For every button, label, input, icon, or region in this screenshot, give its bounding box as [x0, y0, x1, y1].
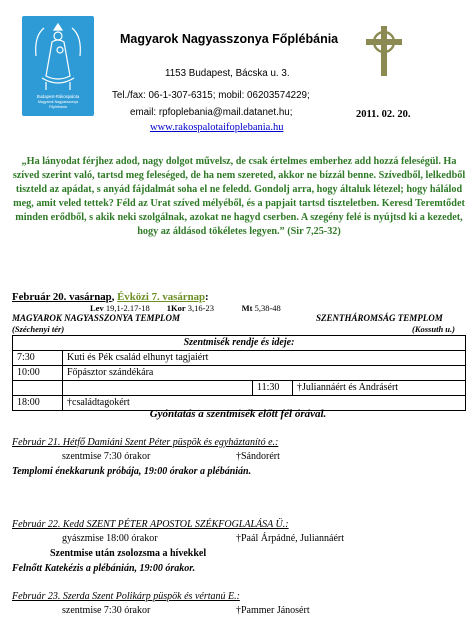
logo-caption-line: Főplébánia — [49, 105, 67, 109]
table-row — [13, 381, 466, 396]
sunday-colon: : — [204, 291, 209, 303]
reading-book: 1Kor — [166, 303, 186, 313]
mass-intention: †Paál Árpádné, Juliannáért — [236, 533, 345, 544]
celtic-cross-icon — [364, 24, 404, 83]
time-cell-a: 10:00 — [13, 366, 63, 381]
reading-ref: 19,1-2.17-18 — [105, 303, 150, 313]
sunday-readings — [90, 303, 281, 313]
day-note: Szentmise után zsolozsma a hívekkel — [50, 548, 207, 559]
church-location-b: (Kossuth u.) — [412, 324, 455, 334]
intent-cell-b: †Juliannáért és Andrásért — [293, 381, 466, 396]
sunday-separator: , — [111, 291, 118, 303]
intent-cell-a: Főpásztor szándékára — [63, 366, 466, 381]
time-cell-b: 11:30 — [253, 381, 293, 396]
quote-text: „Ha lányodat férjhez adod, nagy dolgot művelsz, de csak értelmes emberhez add hozzá feleségül. Ha szíved szerint való, tartsd meg feleséged, de ha nem szereted, akkor ne bízzál benne. Szívedből, lelkedből tiszteld az apádat, s anyád fájdalmát soha el ne feledd. Gondolj arra, hogy általuk létezel; hogy hálálod meg, amit veled tettek? Féld az Urat szíved mélyéből, és a papjait tartsd tiszteletben. Keresd Teremtődet minden erődből, s akik neki szolgálnak, azokat ne hagyd cserben. A szegény felé is nyújtsd ki a kezedet, hogy az áldásod tökéletes legyen.” — [12, 156, 466, 237]
table-row — [13, 351, 466, 366]
sunday-feast: Évközi 7. vasárnap — [117, 291, 205, 303]
mass-schedule-table — [12, 335, 466, 411]
church-name-a: MAGYAROK NAGYASSZONYA TEMPLOM — [12, 313, 181, 323]
reading-book: Lev — [90, 303, 104, 313]
mass-intention: †Pammer Jánosért — [236, 605, 310, 616]
mass-time: gyászmise 18:00 órakor — [62, 533, 158, 544]
table-header-row — [13, 336, 466, 351]
sunday-date: Február 20. vasárnap — [12, 291, 112, 303]
day-note: Felnőtt Katekézis a plébánián, 19:00 órakor. — [12, 563, 196, 574]
parish-address: 1153 Budapest, Bácska u. 3. — [165, 68, 290, 79]
reading-book: Mt — [241, 303, 253, 313]
day-note: Templomi énekkarunk próbája, 19:00 órakor a plébánián. — [12, 466, 252, 477]
quote-source: (Sir 7,25-32) — [287, 226, 341, 237]
reading-ref: 3,16-23 — [187, 303, 214, 313]
table-heading: Szentmisék rendje és ideje: — [13, 336, 466, 351]
bulletin-date: 2011. 02. 20. — [356, 109, 411, 120]
day-heading: Február 22. Kedd SZENT PÉTER APOSTOL SZÉKFOGLALÁSA Ü.: — [12, 519, 289, 530]
day-heading: Február 21. Hétfő Damiáni Szent Péter püspök és egyháztanító e.: — [12, 437, 279, 448]
intent-cell-a — [63, 381, 253, 396]
sunday-heading — [12, 291, 209, 303]
mass-intention: †Sándorért — [236, 451, 280, 462]
church-location-a: (Széchenyi tér) — [12, 324, 65, 334]
parish-phone: Tel./fax: 06-1-307-6315; mobil: 06203574229; — [112, 90, 310, 101]
time-cell-a: 18:00 — [13, 396, 63, 411]
time-cell-a — [13, 381, 63, 396]
mass-time: szentmise 7:30 órakor — [62, 605, 151, 616]
parish-email: email: rpfoplebania@mail.datanet.hu; — [130, 107, 293, 118]
time-cell-a: 7:30 — [13, 351, 63, 366]
scripture-quote — [10, 155, 468, 239]
reading-ref: 5,38-48 — [254, 303, 281, 313]
intent-cell-a: Kuti és Pék család elhunyt tagjaiért — [63, 351, 466, 366]
intent-cell-a: †családtagokért — [63, 396, 466, 411]
parish-title: Magyarok Nagyasszonya Főplébánia — [120, 32, 339, 46]
table-row — [13, 366, 466, 381]
logo-caption-line: Budapest-Rákospalota — [36, 94, 80, 99]
mass-time: szentmise 7:30 órakor — [62, 451, 151, 462]
logo-caption-line: Magyarok Nagyasszonya — [37, 100, 79, 104]
church-name-b: SZENTHÁROMSÁG TEMPLOM — [316, 313, 443, 323]
confession-note: Gyóntatás a szentmisék előtt fél órával. — [149, 408, 327, 420]
parish-logo — [22, 16, 94, 116]
day-heading: Február 23. Szerda Szent Polikárp püspök és vértanú E.: — [12, 591, 240, 602]
parish-website-link[interactable]: www.rakospalotaifoplebania.hu — [150, 122, 284, 133]
